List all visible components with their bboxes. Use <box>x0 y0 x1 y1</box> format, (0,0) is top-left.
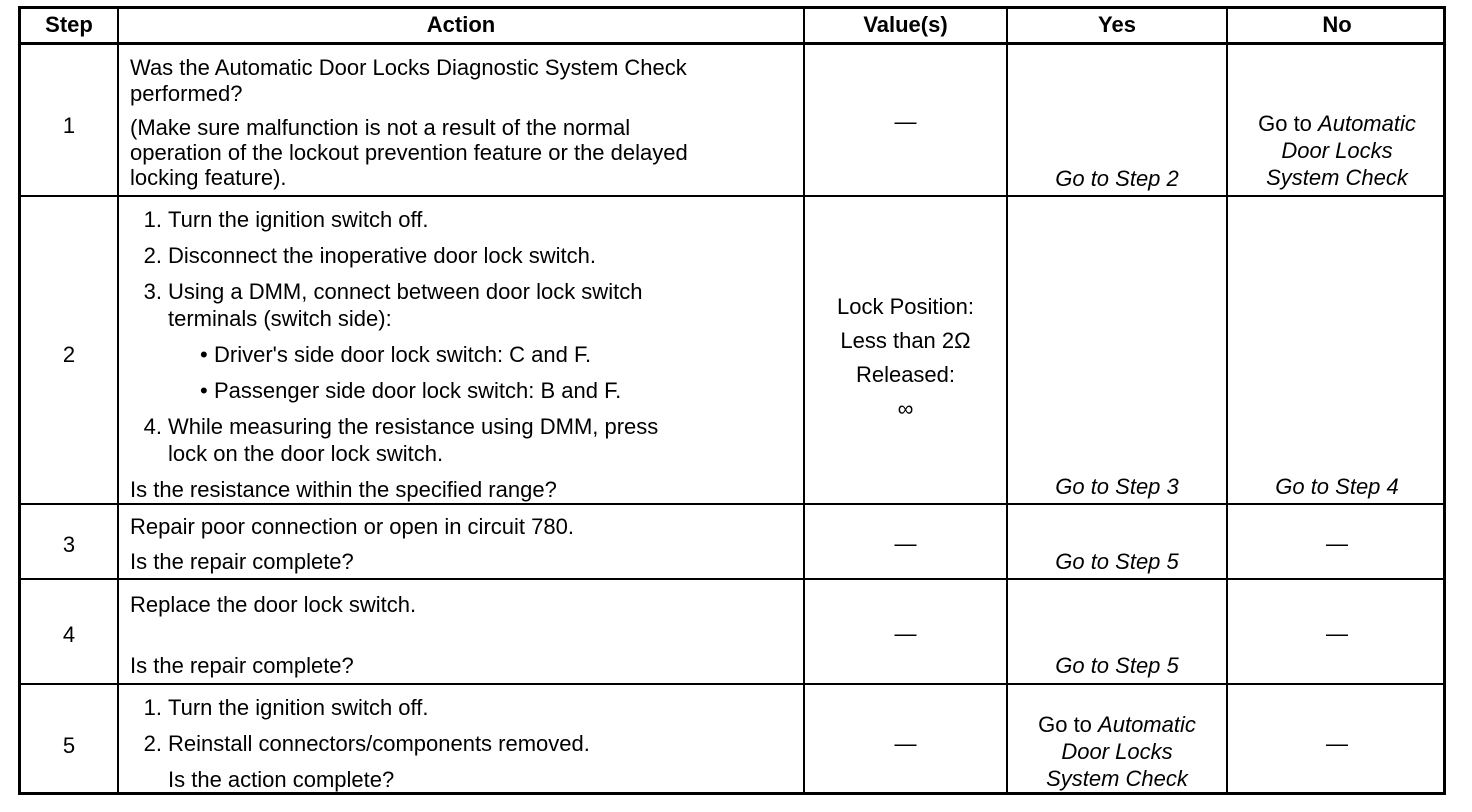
no-cell: — <box>1326 731 1348 756</box>
action-step <box>130 730 590 757</box>
yes-cell: Go to Step 2 <box>1055 166 1179 191</box>
header-values: Value(s) <box>863 12 948 37</box>
no-line <box>1228 110 1446 137</box>
value-cell: — <box>894 531 917 556</box>
yes-cell <box>1008 711 1226 792</box>
value-cell: — <box>894 731 917 756</box>
row-divider <box>21 683 1443 685</box>
action-step <box>130 694 590 721</box>
step-number: 2 <box>62 342 76 367</box>
action-text <box>130 206 790 503</box>
header-action: Action <box>426 12 496 37</box>
value-cell: — <box>894 621 917 646</box>
action-step <box>130 242 790 269</box>
value-cell <box>805 290 1006 426</box>
header-yes: Yes <box>1098 12 1136 37</box>
goto-target: Automatic <box>1098 712 1196 737</box>
goto-target: Door Locks <box>1061 739 1173 764</box>
step-num: 1. <box>143 207 162 232</box>
action-question: Is the resistance within the specified range? <box>130 477 557 502</box>
bullet-icon: • <box>200 342 208 367</box>
value-line: Less than 2Ω <box>840 328 971 353</box>
no-cell: Go to Step 4 <box>1275 474 1399 499</box>
action-step <box>130 413 790 440</box>
action-text <box>130 55 688 190</box>
column-divider <box>117 9 119 792</box>
action-line: performed? <box>130 81 243 106</box>
action-question: Is the repair complete? <box>130 653 354 678</box>
action-line: Repair poor connection or open in circuit 780. <box>130 514 574 539</box>
action-line: Was the Automatic Door Locks Diagnostic System Check <box>130 55 687 80</box>
row-divider <box>21 195 1443 197</box>
action-note <box>130 115 688 190</box>
action-step-continued: lock on the door lock switch. <box>168 441 444 466</box>
action-step <box>130 206 790 233</box>
step-number: 5 <box>62 733 76 758</box>
action-step-continued: terminals (switch side): <box>168 306 392 331</box>
action-note-line: (Make sure malfunction is not a result of the normal <box>130 115 631 140</box>
step-text: Turn the ignition switch off. <box>168 695 429 720</box>
step-num: 3. <box>143 279 162 304</box>
bullet-text: Passenger side door lock switch: B and F. <box>214 378 622 403</box>
action-text <box>130 694 590 793</box>
yes-line <box>1008 711 1226 738</box>
header-divider <box>21 42 1443 45</box>
step-number: 4 <box>62 622 76 647</box>
step-text: Reinstall connectors/components removed. <box>168 731 590 756</box>
action-note-line: operation of the lockout prevention feature or the delayed <box>130 140 688 165</box>
header-step: Step <box>45 12 93 37</box>
action-question: Is the action complete? <box>168 767 395 792</box>
bullet-icon: • <box>200 378 208 403</box>
value-line: Lock Position: <box>837 294 974 319</box>
step-num: 2. <box>143 731 162 756</box>
goto-target: Door Locks <box>1281 138 1393 163</box>
no-cell: — <box>1326 531 1348 556</box>
action-text <box>130 514 574 575</box>
bullet-item <box>130 377 790 404</box>
no-cell: — <box>1326 621 1348 646</box>
step-number: 3 <box>62 532 76 557</box>
step-text: While measuring the resistance using DMM, press <box>168 414 659 439</box>
row-divider <box>21 503 1443 505</box>
no-cell <box>1228 110 1446 191</box>
value-line: ∞ <box>897 396 914 421</box>
value-cell: — <box>894 109 917 134</box>
yes-cell: Go to Step 5 <box>1055 653 1179 678</box>
step-text: Turn the ignition switch off. <box>168 207 429 232</box>
bullet-text: Driver's side door lock switch: C and F. <box>214 342 592 367</box>
header-no: No <box>1322 12 1352 37</box>
action-question: Is the repair complete? <box>130 549 354 574</box>
goto-target: System Check <box>1046 766 1188 791</box>
step-num: 2. <box>143 243 162 268</box>
bullet-item <box>130 341 790 368</box>
action-note-line: locking feature). <box>130 165 287 190</box>
value-line: Released: <box>855 362 956 387</box>
step-number: 1 <box>62 113 76 138</box>
goto-prefix: Go to <box>1038 712 1092 737</box>
step-num: 1. <box>143 695 162 720</box>
row-divider <box>21 578 1443 580</box>
action-step <box>130 278 790 305</box>
step-text: Using a DMM, connect between door lock switch <box>168 279 643 304</box>
goto-target: Automatic <box>1318 111 1416 136</box>
yes-cell: Go to Step 3 <box>1055 474 1179 499</box>
diagnostic-table <box>18 6 1446 795</box>
step-text: Disconnect the inoperative door lock switch. <box>168 243 596 268</box>
action-line: Replace the door lock switch. <box>130 592 417 617</box>
step-num: 4. <box>143 414 162 439</box>
goto-target: System Check <box>1266 165 1408 190</box>
yes-cell: Go to Step 5 <box>1055 549 1179 574</box>
goto-prefix: Go to <box>1258 111 1312 136</box>
